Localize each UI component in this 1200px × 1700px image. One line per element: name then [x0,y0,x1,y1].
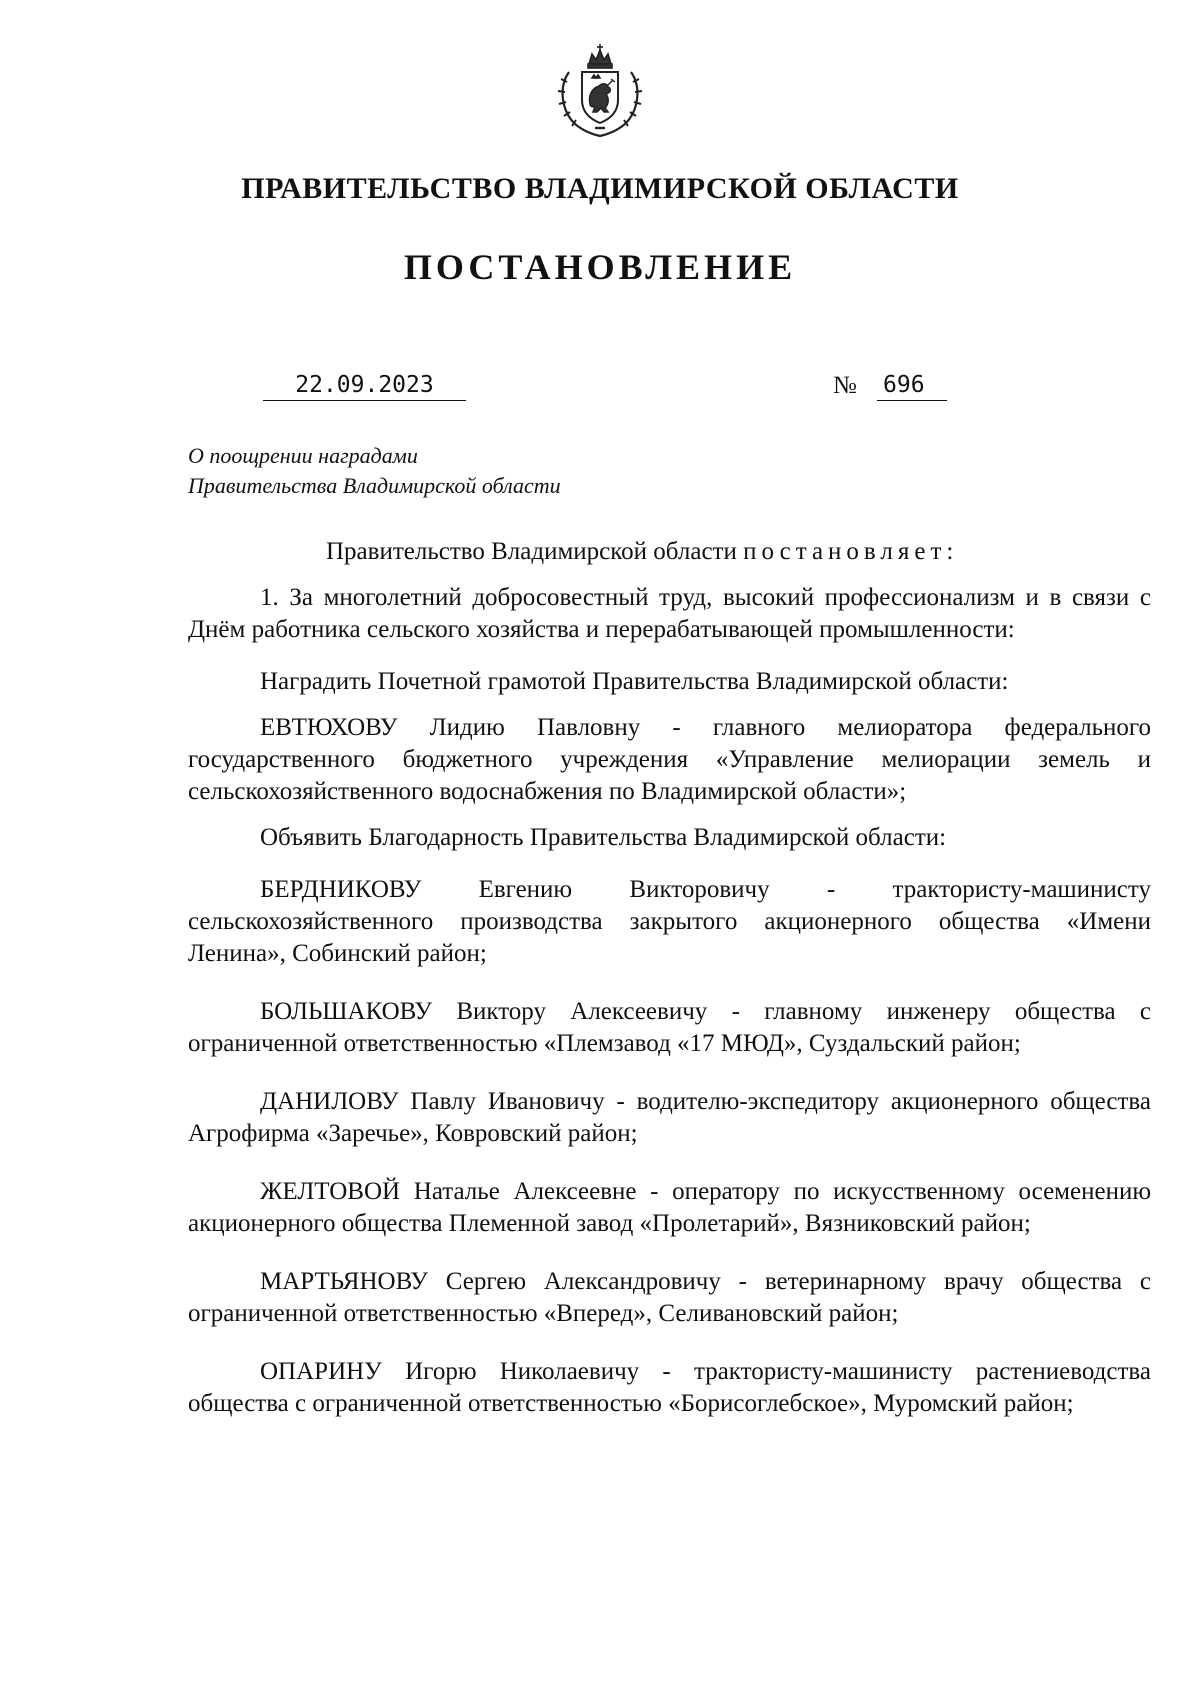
gratitude-recipient: БЕРДНИКОВУ Евгению Викторовичу - трактористу-машинисту сельскохозяйственного производства закрытого акционерного общества «Имени Ленина», Собинский район; [188,876,1151,967]
gratitude-recipient: ОПАРИНУ Игорю Николаевичу - трактористу-машинисту растениеводства общества с ограниченной ответственностью «Борисоглебское», Муромский район; [188,1358,1151,1417]
gratitude-recipient: ДАНИЛОВУ Павлу Ивановичу - водителю-экспедитору акционерного общества Агрофирма «Заречье», Ковровский район; [188,1088,1151,1147]
document-date: 22.09.2023 [263,372,466,401]
award-recipient: ЕВТЮХОВУ Лидию Павловну - главного мелиоратора федерального государственного бюджетного учреждения «Управление мелиорации земель и сельскохозяйственного водоснабжения по Владимирской области»; [188,714,1151,805]
subject-line-1: О поощрении наградами [188,443,418,468]
award-heading: Наградить Почетной грамотой Правительства Владимирской области: [260,668,1009,695]
gratitude-heading: Объявить Благодарность Правительства Владимирской области: [260,824,947,851]
document-body [188,536,1151,1420]
document-type-title: ПОСТАНОВЛЕНИЕ [403,247,797,287]
coat-of-arms-icon [555,42,645,138]
document-number-label: № [833,372,857,399]
gratitude-recipient: ЖЕЛТОВОЙ Наталье Алексеевне - оператору по искусственному осеменению акционерного общества Племенной завод «Пролетарий», Вязниковский район; [188,1178,1151,1237]
preamble-lead: Правительство Владимирской области [326,538,744,565]
gratitude-recipient: МАРТЬЯНОВУ Сергею Александровичу - ветеринарному врачу общества с ограниченной ответственностью «Вперед», Селивановский район; [188,1268,1151,1327]
organization-title: ПРАВИТЕЛЬСТВО ВЛАДИМИРСКОЙ ОБЛАСТИ [241,172,959,205]
gratitude-recipient: БОЛЬШАКОВУ Виктору Алексеевичу - главному инженеру общества с ограниченной ответственностью «Племзавод «17 МЮД», Суздальский район; [188,998,1151,1057]
preamble [188,536,1151,568]
item-1: 1. За многолетний добросовестный труд, высокий профессионализм и в связи с Днём работника сельского хозяйства и перерабатывающей промышленности: [188,584,1151,643]
subject-line-2: Правительства Владимирской области [188,473,561,498]
document-subject [188,441,561,501]
preamble-verb: постановляет: [743,538,959,565]
document-number: 696 [877,372,947,401]
